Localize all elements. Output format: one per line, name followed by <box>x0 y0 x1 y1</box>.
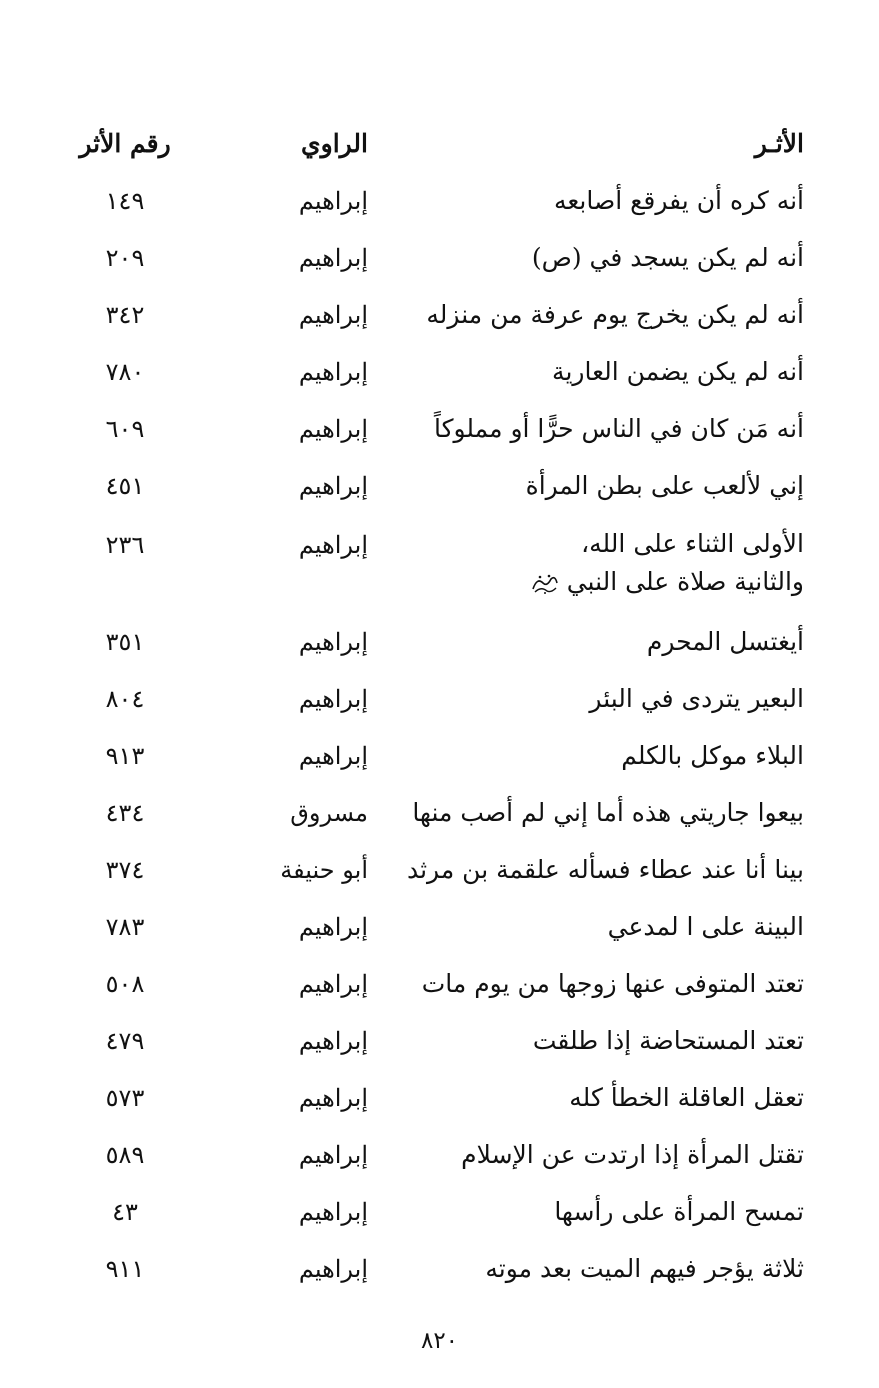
rawi-name: إبراهيم <box>298 1255 368 1283</box>
table-row <box>60 1078 820 1118</box>
table-row <box>60 736 820 776</box>
athar-text: إني لألعب على بطن المرأة <box>525 471 804 500</box>
rawi-name: إبراهيم <box>298 1198 368 1226</box>
rawi-name: إبراهيم <box>298 628 368 656</box>
rawi-name: إبراهيم <box>298 472 368 500</box>
rawi-name: إبراهيم <box>298 913 368 941</box>
athar-number: ٣٧٤ <box>105 856 145 884</box>
rawi-name: إبراهيم <box>298 742 368 770</box>
table-row <box>60 907 820 947</box>
athar-text: تعتد المتوفى عنها زوجها من يوم مات <box>421 969 804 998</box>
table-row <box>60 964 820 1004</box>
athar-line-2-text: والثانية صلاة على النبي <box>566 567 804 596</box>
athar-text: أنه لم يكن يضمن العارية <box>552 357 804 386</box>
table-row <box>60 181 820 221</box>
rawi-name: إبراهيم <box>298 685 368 713</box>
athar-number: ٦٠٩ <box>105 415 145 443</box>
header-rawi: الراوي <box>301 129 368 158</box>
athar-text: ثلاثة يؤجر فيهم الميت بعد موته <box>485 1254 804 1283</box>
athar-number: ٩١٣ <box>105 742 145 770</box>
athar-text: البينة على ا لمدعي <box>607 912 804 941</box>
rawi-name: مسروق <box>290 799 368 827</box>
athar-number: ٣٤٢ <box>105 301 145 329</box>
athar-text: تعقل العاقلة الخطأ كله <box>569 1083 804 1112</box>
athar-number: ٤٧٩ <box>105 1027 145 1055</box>
table-row <box>60 238 820 278</box>
athar-text-multiline <box>531 525 804 601</box>
rawi-name: إبراهيم <box>298 187 368 215</box>
rawi-name: إبراهيم <box>298 301 368 329</box>
table-row <box>60 622 820 662</box>
table-row <box>60 295 820 335</box>
athar-number: ٩١١ <box>105 1255 145 1283</box>
table-row <box>60 1021 820 1061</box>
table-row <box>60 1249 820 1289</box>
salla-allah-alayhi-wa-sallam-icon <box>531 573 559 595</box>
table-row <box>60 679 820 719</box>
athar-text: بيعوا جاريتي هذه أما إني لم أصب منها <box>412 798 804 827</box>
athar-number: ٤٣ <box>112 1198 138 1226</box>
athar-number: ٤٣٤ <box>105 799 145 827</box>
athar-number: ٤٥١ <box>105 472 145 500</box>
rawi-name: إبراهيم <box>298 358 368 386</box>
athar-text: أنه مَن كان في الناس حرًّا أو مملوكاً <box>433 414 804 443</box>
athar-number: ٥٠٨ <box>105 970 145 998</box>
table-row <box>60 1192 820 1232</box>
rawi-name: إبراهيم <box>298 415 368 443</box>
rawi-name: أبو حنيفة <box>280 856 368 884</box>
athar-number: ٧٨٣ <box>105 913 145 941</box>
athar-number: ٥٧٣ <box>105 1084 145 1112</box>
table-row <box>60 793 820 833</box>
athar-text: أنه لم يكن يسجد في (ص) <box>531 243 804 272</box>
table-row <box>60 466 820 506</box>
athar-number: ٥٨٩ <box>105 1141 145 1169</box>
athar-text: البعير يتردى في البئر <box>589 684 804 713</box>
athar-line-1: الأولى الثناء على الله، <box>581 529 804 558</box>
rawi-name: إبراهيم <box>298 1141 368 1169</box>
rawi-name: إبراهيم <box>298 1027 368 1055</box>
table-header <box>60 124 820 164</box>
athar-text: أنه كره أن يفرقع أصابعه <box>553 186 804 215</box>
athar-text: أيغتسل المحرم <box>646 627 804 656</box>
athar-text: تقتل المرأة إذا ارتدت عن الإسلام <box>461 1140 804 1169</box>
header-athar: الأثـر <box>754 129 804 158</box>
athar-text: تمسح المرأة على رأسها <box>554 1197 804 1226</box>
table-row <box>60 1135 820 1175</box>
athar-number: ١٤٩ <box>105 187 145 215</box>
header-number: رقم الأثر <box>79 129 171 158</box>
table-row <box>60 409 820 449</box>
rawi-name: إبراهيم <box>298 970 368 998</box>
athar-number: ٢٠٩ <box>105 244 145 272</box>
table-row <box>60 525 820 605</box>
athar-line-2 <box>531 563 804 601</box>
athar-number: ٢٣٦ <box>105 531 145 559</box>
athar-text: أنه لم يكن يخرج يوم عرفة من منزله <box>426 300 804 329</box>
athar-text: تعتد المستحاضة إذا طلقت <box>532 1026 804 1055</box>
rawi-name: إبراهيم <box>298 1084 368 1112</box>
page-number: ٨٢٠ <box>420 1328 459 1354</box>
rawi-name: إبراهيم <box>298 531 368 559</box>
athar-text: البلاء موكل بالكلم <box>621 741 804 770</box>
athar-number: ٣٥١ <box>105 628 145 656</box>
athar-text: بينا أنا عند عطاء فسأله علقمة بن مرثد <box>406 855 804 884</box>
table-row <box>60 352 820 392</box>
athar-number: ٧٨٠ <box>105 358 145 386</box>
table-row <box>60 850 820 890</box>
rawi-name: إبراهيم <box>298 244 368 272</box>
athar-number: ٨٠٤ <box>105 685 145 713</box>
